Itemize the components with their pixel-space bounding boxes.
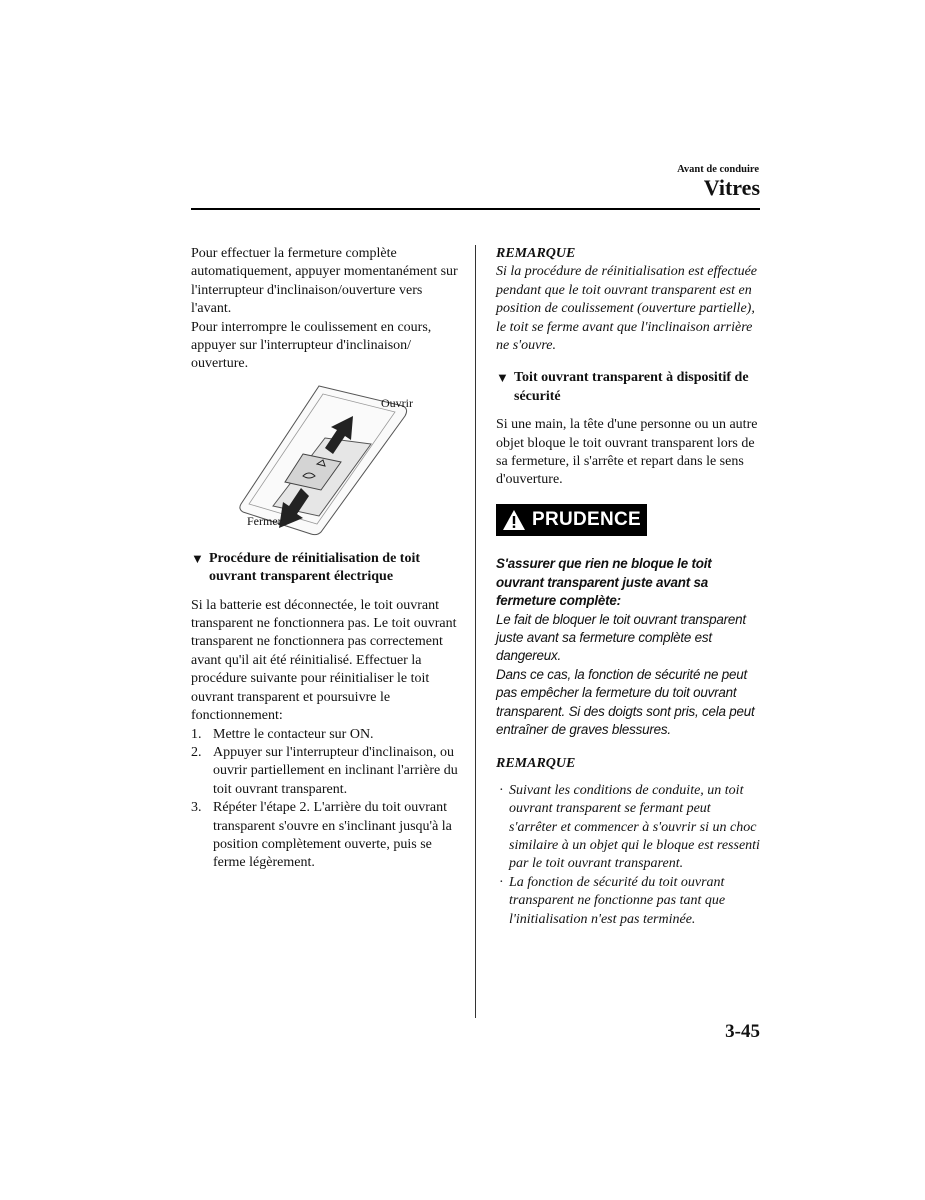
step-number: 2. bbox=[191, 744, 202, 760]
caution-banner bbox=[496, 504, 647, 536]
bullet-dot: · bbox=[499, 874, 504, 890]
warning-triangle-icon bbox=[502, 509, 526, 531]
page-title: Vitres bbox=[703, 175, 760, 200]
list-item bbox=[191, 799, 459, 873]
list-item bbox=[496, 874, 761, 929]
section-label: Avant de conduire bbox=[677, 164, 759, 175]
list-item bbox=[191, 726, 459, 744]
remark-label: REMARQUE bbox=[496, 246, 576, 261]
reset-steps-list bbox=[191, 726, 459, 873]
bullet-text: La fonction de sécurité du toit ouvrant transparent ne fonctionne pas tant que l'initialisation n'est pas terminée. bbox=[509, 874, 726, 927]
right-column bbox=[496, 245, 761, 929]
step-number: 3. bbox=[191, 800, 202, 816]
caution-text-2: Dans ce cas, la fonction de sécurité ne peut pas empêcher la fermeture du toit ouvrant transparent. Si des doigts sont pris, cela peut entraîner de graves blessures. bbox=[496, 666, 755, 737]
safety-sunroof-heading-text: Toit ouvrant transparent à dispositif de sécurité bbox=[514, 370, 749, 404]
safety-sunroof-body: Si une main, la tête d'une personne ou un autre objet bloque le toit ouvrant transparent lors de sa fermeture, il s'arrête et repart dans le sens d'ouverture. bbox=[496, 417, 758, 488]
left-column bbox=[191, 245, 459, 873]
step-number: 1. bbox=[191, 726, 202, 742]
tilt-switch-figure bbox=[237, 382, 457, 540]
header-rule bbox=[191, 208, 760, 210]
remark-bullet-list bbox=[496, 782, 761, 929]
list-item bbox=[496, 782, 761, 874]
bullet-dot: · bbox=[499, 782, 504, 798]
remark-label: REMARQUE bbox=[496, 756, 576, 772]
reset-procedure-heading-text: Procédure de réinitialisation de toit ouvrant transparent électrique bbox=[209, 550, 421, 585]
column-divider bbox=[475, 245, 476, 1018]
reset-procedure-heading bbox=[191, 550, 459, 587]
open-label: Ouvrir bbox=[381, 395, 413, 410]
caution-text-1: Le fait de bloquer le toit ouvrant transparent juste avant sa fermeture complète est dangereux. bbox=[496, 611, 746, 664]
close-label: Fermer bbox=[247, 513, 282, 528]
safety-sunroof-heading bbox=[496, 369, 761, 406]
reset-procedure-body: Si la batterie est déconnectée, le toit ouvrant transparent ne fonctionnera pas. Le toit ouvrant transparent ne fonctionnera pas correctement avant qu'il ait été réinitialisé. Effectuer la procédure suivante pour réinitialiser le toit ouvrant transparent et poursuivre le fonctionnement: bbox=[191, 597, 457, 724]
triangle-down-icon: ▼ bbox=[191, 550, 204, 566]
remark-text: Si la procédure de réinitialisation est effectuée pendant que le toit ouvrant transparent est en position de coulissement (ouverture partielle), le toit se ferme avant que l'inclinaison arrière ne s'ouvre. bbox=[496, 264, 758, 354]
caution-label: PRUDENCE bbox=[532, 508, 642, 530]
bullet-text: Suivant les conditions de conduite, un toit ouvrant transparent se fermant peut s'arrêter et commencer à s'ouvrir si un choc similaire à un objet qui le bloque est ressenti par le toit ouvrant transparent. bbox=[509, 782, 760, 872]
intro-paragraph-1: Pour effectuer la fermeture complète automatiquement, appuyer momentanément sur l'interrupteur d'inclinaison/ouverture vers l'avant. bbox=[191, 246, 458, 317]
step-text: Appuyer sur l'interrupteur d'inclinaison, ou ouvrir partiellement en inclinant l'arrière du toit ouvrant transparent. bbox=[213, 744, 458, 797]
intro-paragraph-2: Pour interrompre le coulissement en cours, appuyer sur l'interrupteur d'inclinaison/ ouverture. bbox=[191, 319, 432, 372]
step-text: Répéter l'étape 2. L'arrière du toit ouvrant transparent s'ouvre en s'inclinant jusqu'à la position complètement ouverte, puis se ferme légèrement. bbox=[213, 800, 452, 871]
list-item bbox=[191, 744, 459, 799]
page-number: 3-45 bbox=[725, 1021, 760, 1042]
step-text: Mettre le contacteur sur ON. bbox=[213, 726, 374, 742]
caution-heading: S'assurer que rien ne bloque le toit ouvrant transparent juste avant sa fermeture complète: bbox=[496, 556, 712, 609]
triangle-down-icon: ▼ bbox=[496, 370, 509, 386]
